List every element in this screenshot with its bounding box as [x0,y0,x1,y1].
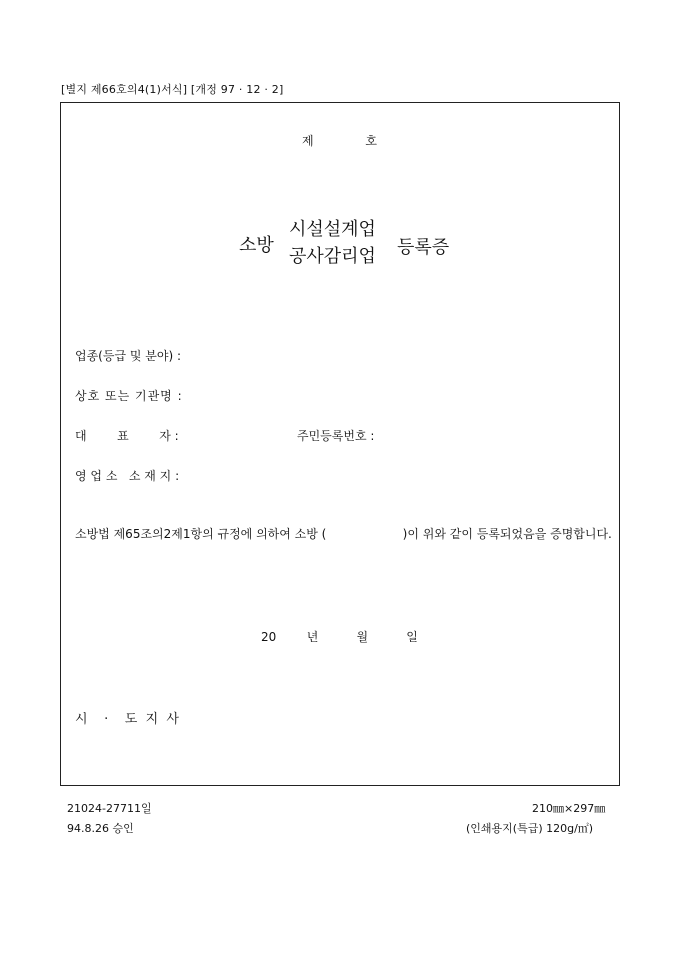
title-right-text: 등록증 [397,237,450,258]
approval-date: 94.8.26 승인 [67,822,134,835]
serial-number-line: 제 호 [302,134,377,148]
resident-number-label: 주민등록번호 : [297,429,375,443]
office-location-label: 영 업 소 소 재 지 : [75,469,180,483]
paper-size: 210㎜×297㎜ [532,802,606,815]
certification-statement: 소방법 제65조의2제1항의 규정에 의하여 소방 ( )이 위와 같이 등록되었음을 증명합니다. [75,527,612,541]
title-bottom-text: 공사감리업 [289,246,376,267]
issuer-signature-line: 시 · 도 지 사 [75,712,179,727]
paper-spec: (인쇄용지(특급) 120g/㎡) [466,822,594,835]
form-header-note: [별지 제66호의4(1)서식] [개정 97 · 12 · 2] [61,83,284,96]
title-top-text: 시설설계업 [289,219,376,240]
representative-label: 대 표 자 : [75,429,179,443]
certificate-frame [60,102,620,786]
certificate-title [239,215,479,275]
trade-name-label: 상호 또는 기관명 : [75,389,183,403]
title-left-text: 소방 [239,235,274,256]
issue-date-line: 20 년 월 일 [261,630,418,644]
business-type-label: 업종(등급 및 분야) : [75,349,181,363]
form-code: 21024-27711일 [67,802,152,815]
